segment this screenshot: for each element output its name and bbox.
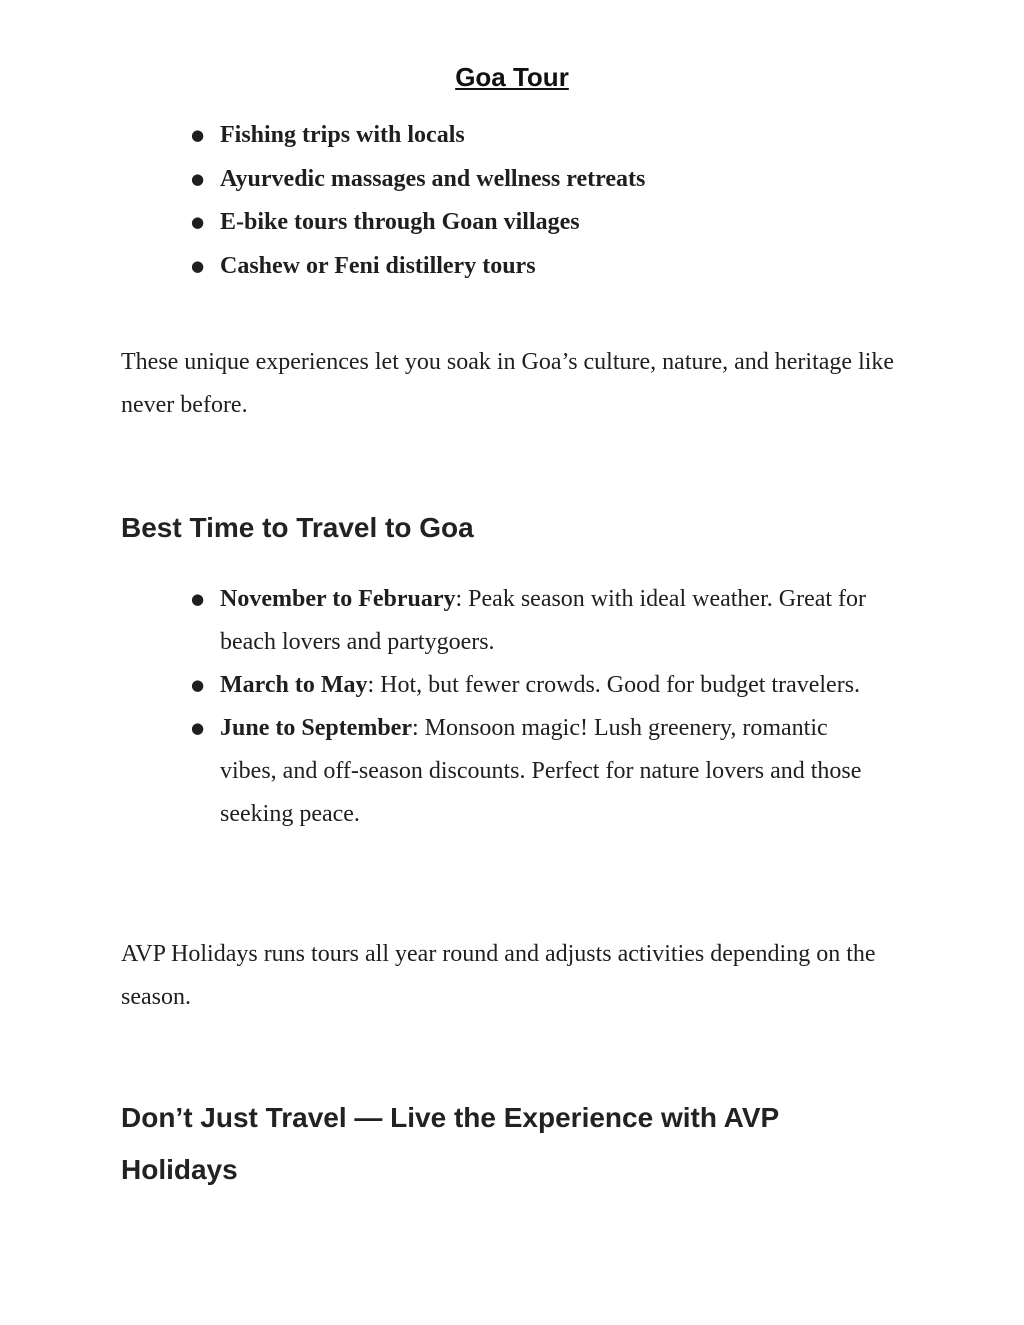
list-item: [0, 578, 880, 664]
list-item: [0, 707, 880, 836]
bullet-icon: ●: [191, 169, 205, 188]
experience-text: Ayurvedic massages and wellness retreats: [220, 165, 646, 192]
closing-heading: Don’t Just Travel — Live the Experience with AVP Holidays: [121, 1102, 779, 1185]
experience-text: Cashew or Feni distillery tours: [220, 253, 536, 280]
best-time-heading: Best Time to Travel to Goa: [121, 512, 474, 543]
bullet-icon: ●: [191, 257, 205, 276]
page-title: Goa Tour: [455, 62, 569, 92]
experiences-paragraph: These unique experiences let you soak in Goa’s culture, nature, and heritage like never before.: [121, 349, 895, 418]
list-item: [0, 201, 880, 245]
season-label: November to February: [220, 586, 456, 612]
best-time-list: [0, 578, 880, 836]
list-item: [0, 245, 880, 289]
bullet-icon: ●: [191, 213, 205, 232]
list-item: [0, 664, 880, 707]
list-item: [0, 114, 880, 158]
season-description: : Hot, but fewer crowds. Good for budget travelers.: [367, 672, 861, 698]
bullet-icon: ●: [191, 126, 205, 144]
experience-text: E-bike tours through Goan villages: [220, 209, 580, 236]
bullet-icon: ●: [191, 719, 205, 737]
bullet-icon: ●: [191, 590, 205, 608]
list-item: [0, 158, 880, 202]
season-description: : Monsoon magic! Lush greenery, romantic vibes, and off-season discounts. Perfect for nature lovers and those seeking peace.: [220, 715, 862, 827]
season-description: : Peak season with ideal weather. Great for beach lovers and partygoers.: [220, 586, 867, 655]
season-label: June to September: [220, 715, 412, 741]
bullet-icon: ●: [191, 676, 205, 694]
season-label: March to May: [220, 672, 368, 698]
experience-text: Fishing trips with locals: [220, 122, 465, 148]
experiences-list: [0, 114, 880, 289]
season-paragraph: AVP Holidays runs tours all year round and adjusts activities depending on the season.: [121, 941, 876, 1010]
